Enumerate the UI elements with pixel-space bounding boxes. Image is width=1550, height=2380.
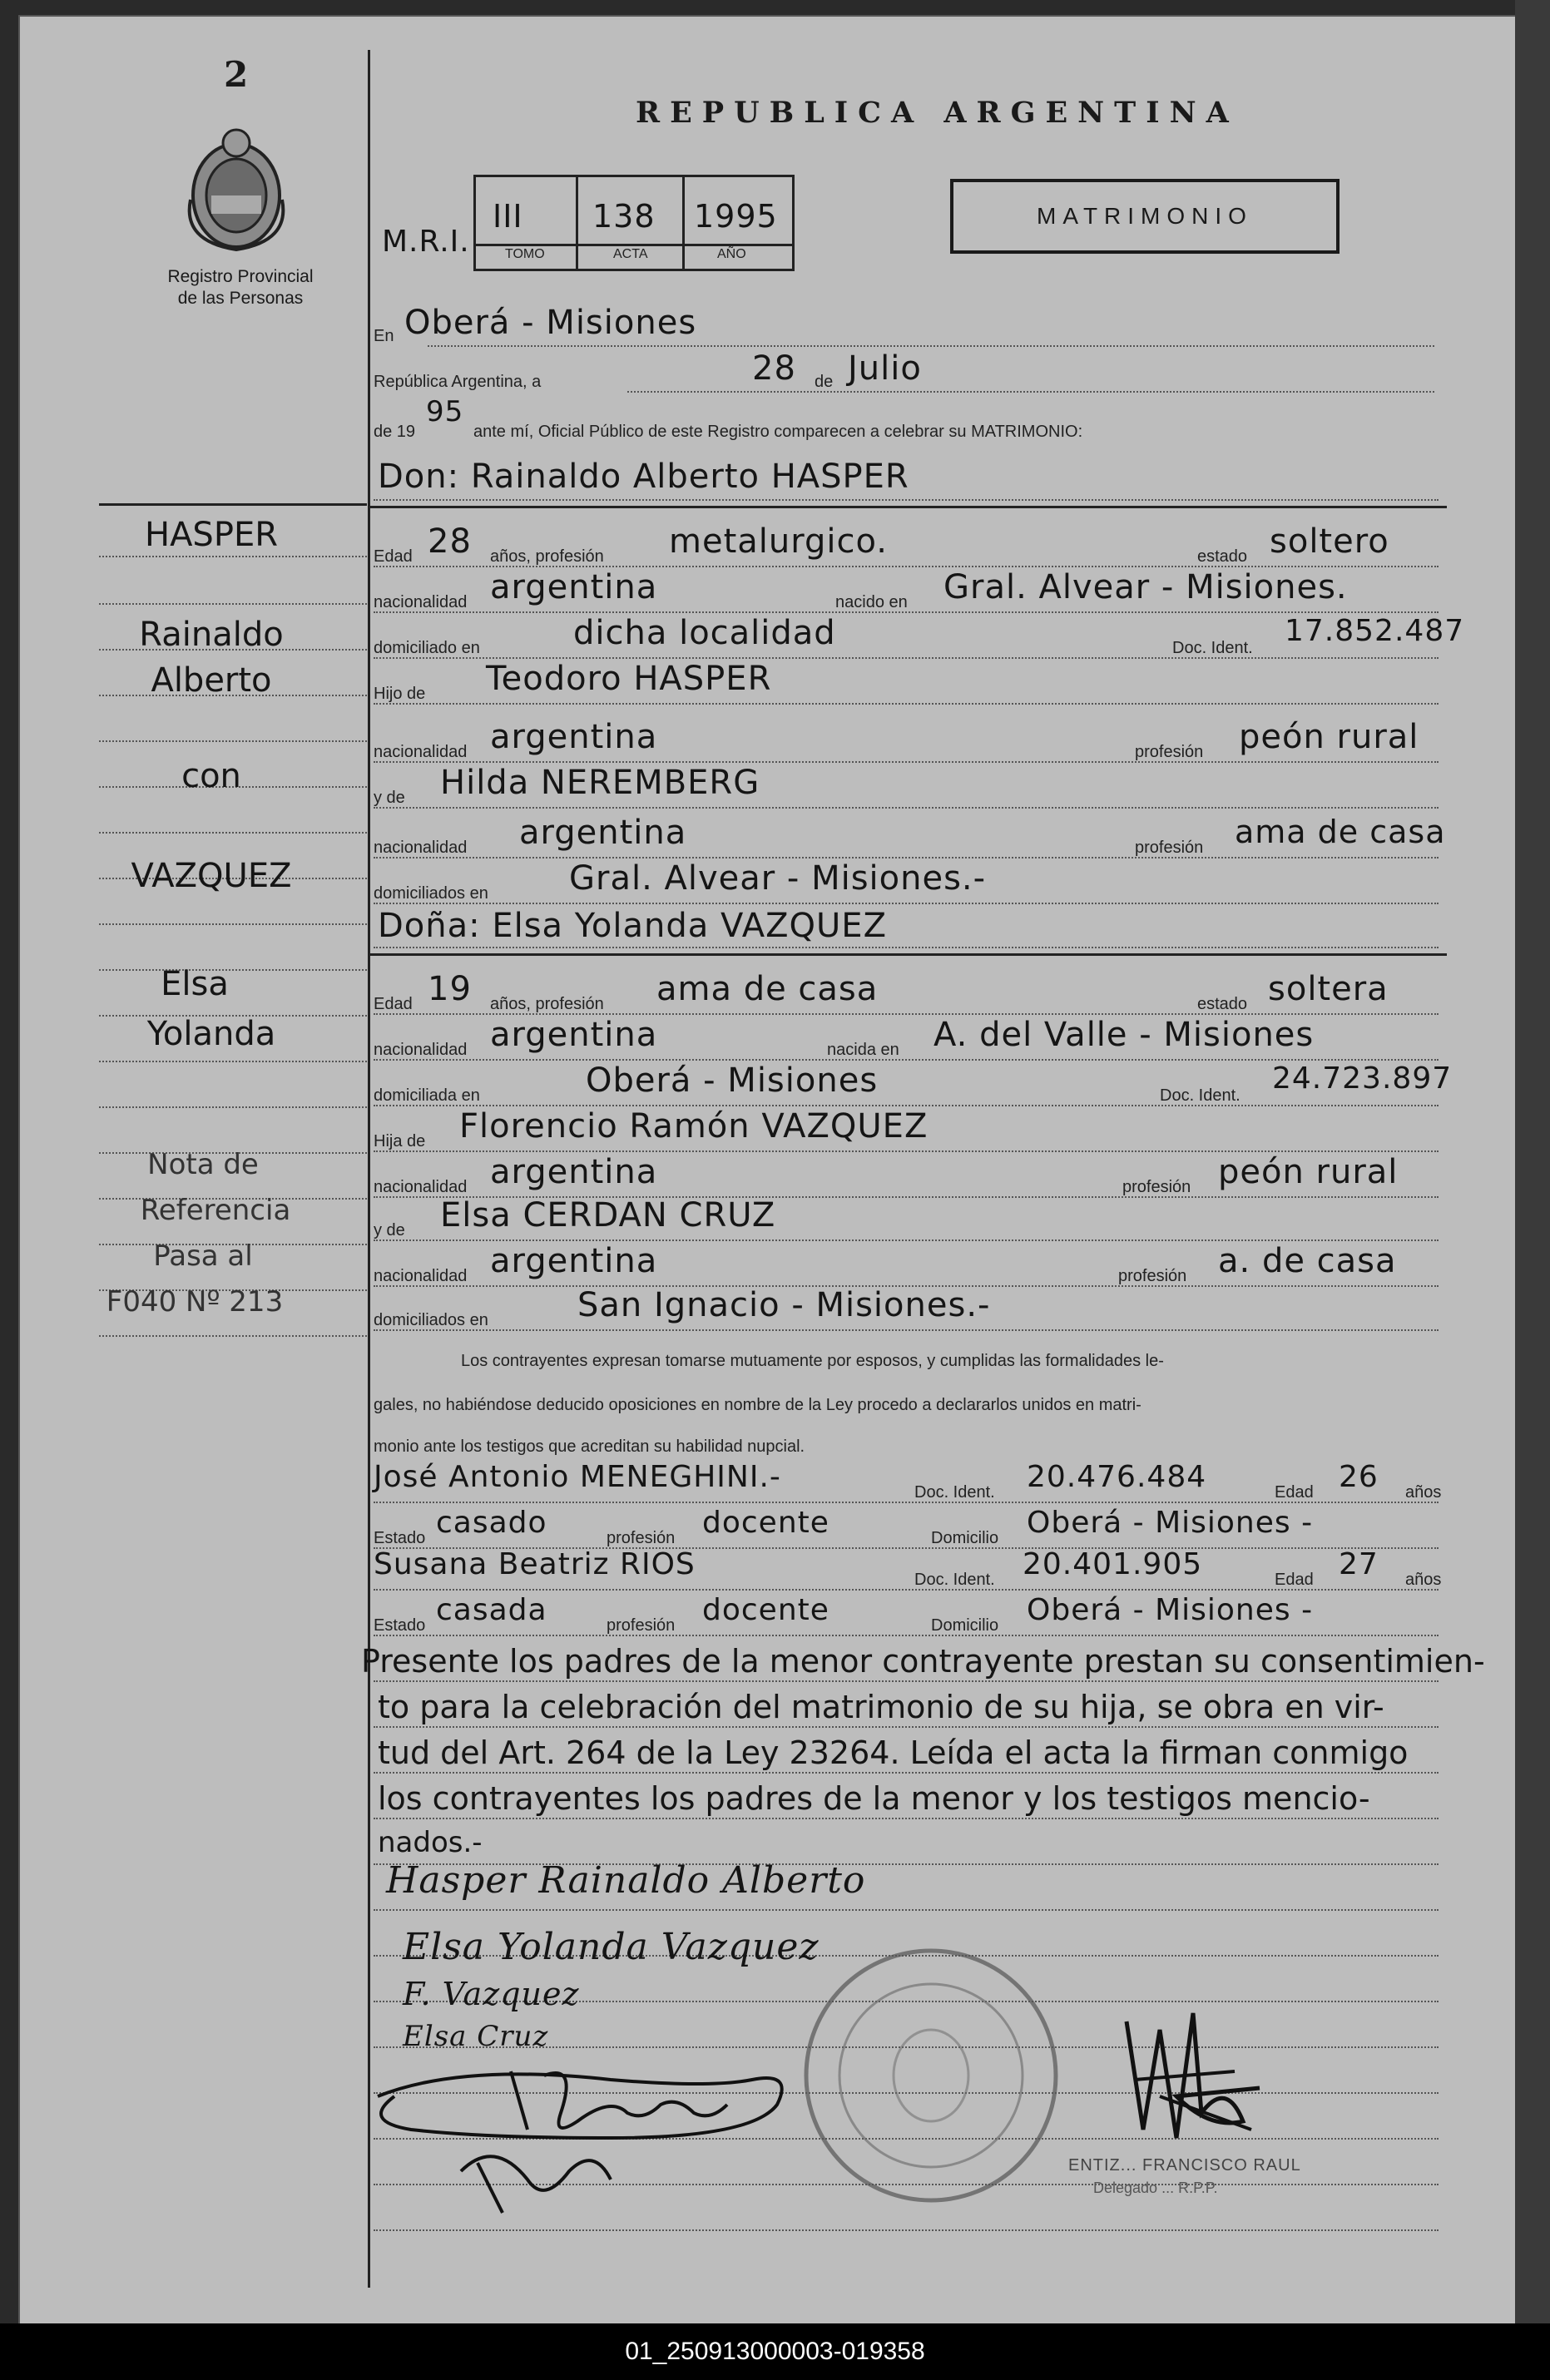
ano-value: 1995	[694, 198, 778, 235]
bride-father: Florencio Ramón VAZQUEZ	[459, 1107, 929, 1145]
de19-label: de 19	[374, 423, 416, 441]
groom-edad-label: Edad	[374, 547, 413, 566]
groom-parents-dom: Gral. Alvear - Misiones.-	[569, 859, 987, 898]
groom-father-nat-label: nacionalidad	[374, 743, 468, 761]
republica-label: República Argentina, a	[374, 373, 542, 391]
witness-1-age: 26	[1339, 1460, 1379, 1494]
bride-estado-label: estado	[1197, 995, 1248, 1013]
groom-nacido-label: nacido en	[835, 593, 908, 611]
signature-father: F. Vazquez	[403, 1976, 580, 2012]
country-title: REPUBLICA ARGENTINA	[636, 96, 1239, 130]
groom-mother-nat: argentina	[519, 814, 687, 852]
acta-label: ACTA	[613, 247, 648, 261]
witness-1-doc: 20.476.484	[1027, 1460, 1207, 1494]
bride-father-nat: argentina	[490, 1153, 658, 1191]
groom-parents-dom-label: domiciliados en	[374, 884, 488, 903]
groom-estado-label: estado	[1197, 547, 1248, 566]
note-line5: nados.-	[378, 1826, 483, 1859]
tomo-label: TOMO	[505, 247, 545, 261]
groom-nationality: argentina	[490, 568, 658, 606]
official-seal-stamp	[794, 1938, 1068, 2213]
witness-2-edad-label: Edad	[1275, 1571, 1314, 1589]
witness-2-anos-label: años	[1405, 1571, 1442, 1589]
witness-1-prof: docente	[702, 1506, 829, 1540]
bride-domicile: Oberá - Misiones	[586, 1061, 879, 1100]
ano-label: AÑO	[717, 247, 746, 261]
margin-note-line2: Referencia	[140, 1194, 291, 1227]
groom-dom-label: domiciliado en	[374, 639, 480, 657]
registry-label	[145, 266, 336, 309]
year-suffix: 95	[426, 395, 464, 428]
groom-age: 28	[428, 522, 472, 561]
margin-note-line4: F040 Nº 213	[106, 1285, 284, 1319]
bride-dom-label: domiciliada en	[374, 1086, 480, 1105]
bride-mother: Elsa CERDAN CRUZ	[440, 1196, 776, 1235]
bride-header: Doña: Elsa Yolanda VAZQUEZ	[378, 907, 887, 945]
witness-2-name: Susana Beatriz RIOS	[374, 1547, 696, 1581]
witness-1-prof-label: profesión	[607, 1529, 676, 1547]
groom-father-prof: peón rural	[1239, 718, 1419, 756]
bride-father-prof: peón rural	[1218, 1153, 1399, 1191]
bride-mother-prof: a. de casa	[1218, 1242, 1397, 1280]
bride-mother-nat: argentina	[490, 1242, 658, 1280]
groom-mother-nat-label: nacionalidad	[374, 839, 468, 857]
witness-2-estado-label: Estado	[374, 1616, 426, 1635]
margin-groom-name1: Rainaldo	[139, 616, 284, 654]
witness-1-name: José Antonio MENEGHINI.-	[374, 1460, 781, 1494]
registry-line1: Registro Provincial	[167, 267, 314, 286]
witness-2-estado: casada	[436, 1593, 547, 1627]
witness-1-estado-label: Estado	[374, 1529, 426, 1547]
groom-yde-label: y de	[374, 789, 405, 807]
bride-father-prof-label: profesión	[1122, 1178, 1191, 1196]
margin-bride-name2: Yolanda	[146, 1015, 276, 1053]
witness-1-estado: casado	[436, 1506, 547, 1540]
witness-2-doc: 20.401.905	[1023, 1547, 1203, 1581]
margin-note-line3: Pasa al	[153, 1239, 253, 1273]
formal-line3: monio ante los testigos que acreditan su habilidad nupcial.	[374, 1437, 805, 1456]
signature-mother: Elsa Cruz	[403, 2020, 549, 2053]
witness-2-dom: Oberá - Misiones -	[1027, 1593, 1314, 1627]
note-line2: to para la celebración del matrimonio de su hija, se obra en vir-	[378, 1689, 1384, 1725]
signature-scribbles	[361, 2046, 827, 2229]
groom-birthplace: Gral. Alvear - Misiones.	[943, 568, 1348, 606]
groom-nac-label: nacionalidad	[374, 593, 468, 611]
bride-anos-label: años, profesión	[490, 995, 604, 1013]
bride-hija-label: Hija de	[374, 1132, 426, 1150]
intro-text: ante mí, Oficial Público de este Registro comparecen a celebrar su MATRIMONIO:	[473, 423, 1083, 441]
officer-signature	[1110, 1997, 1276, 2155]
en-label: En	[374, 327, 394, 345]
bride-yde-label: y de	[374, 1221, 405, 1239]
acta-value: 138	[592, 198, 656, 235]
groom-domicile: dicha localidad	[573, 614, 836, 652]
note-line4: los contrayentes los padres de la menor y los testigos mencio-	[378, 1780, 1370, 1817]
groom-father-nat: argentina	[490, 718, 658, 756]
groom-anos-label: años, profesión	[490, 547, 604, 566]
day-value: 28	[752, 349, 796, 388]
doc-type-label: MATRIMONIO	[1037, 203, 1253, 229]
bride-nacida-label: nacida en	[827, 1041, 899, 1059]
record-box	[473, 175, 795, 271]
book-edge	[1515, 0, 1550, 2380]
witness-2-age: 27	[1339, 1547, 1379, 1581]
witness-2-prof-label: profesión	[607, 1616, 676, 1635]
witness-1-doc-label: Doc. Ident.	[914, 1483, 995, 1502]
bride-edad-label: Edad	[374, 995, 413, 1013]
formal-line2: gales, no habiéndose deducido oposiciones en nombre de la Ley procedo a declararlos unidos en matri-	[374, 1396, 1141, 1414]
witness-1-edad-label: Edad	[1275, 1483, 1314, 1502]
month-value: Julio	[848, 349, 922, 388]
groom-father: Teodoro HASPER	[486, 660, 772, 698]
bride-profession: ama de casa	[656, 970, 879, 1008]
margin-groom-name2: Alberto	[151, 661, 272, 700]
de-label: de	[815, 373, 834, 391]
bride-nac-label: nacionalidad	[374, 1041, 468, 1059]
groom-father-prof-label: profesión	[1135, 743, 1204, 761]
document-page	[18, 15, 1528, 2327]
margin-con: con	[181, 757, 241, 795]
officer-name: ENTIZ... FRANCISCO RAUL	[1068, 2156, 1301, 2175]
groom-doc: 17.852.487	[1285, 614, 1465, 648]
bride-father-nat-label: nacionalidad	[374, 1178, 468, 1196]
bride-doc-label: Doc. Ident.	[1160, 1086, 1240, 1105]
bride-nationality: argentina	[490, 1016, 658, 1054]
margin-bride-surname: VAZQUEZ	[131, 857, 292, 895]
groom-estado: soltero	[1270, 522, 1389, 561]
bride-estado: soltera	[1268, 970, 1389, 1008]
groom-mother: Hilda NEREMBERG	[440, 764, 760, 802]
margin-note-line1: Nota de	[147, 1148, 259, 1181]
bride-mother-prof-label: profesión	[1118, 1267, 1187, 1285]
tomo-value: III	[493, 198, 523, 235]
margin-divider	[368, 50, 370, 2288]
bride-birthplace: A. del Valle - Misiones	[933, 1016, 1315, 1054]
place-value: Oberá - Misiones	[404, 304, 697, 342]
bride-parents-dom: San Ignacio - Misiones.-	[577, 1286, 991, 1324]
image-id-footer: 01_250913000003-019358	[0, 2323, 1550, 2380]
groom-hijo-label: Hijo de	[374, 685, 426, 703]
mrt-label: M.R.I.	[382, 225, 470, 259]
bride-parents-dom-label: domiciliados en	[374, 1311, 488, 1329]
coat-of-arms-icon	[182, 125, 290, 258]
note-line1: Presente los padres de la menor contrayente prestan su consentimien-	[361, 1643, 1485, 1680]
groom-mother-prof: ama de casa	[1235, 814, 1446, 850]
signature-bride: Elsa Yolanda Vazquez	[403, 1926, 820, 1968]
margin-groom-surname: HASPER	[144, 516, 279, 554]
witness-2-prof: docente	[702, 1593, 829, 1627]
registry-line2: de las Personas	[177, 289, 304, 308]
witness-1-dom-label: Domicilio	[931, 1529, 999, 1547]
page-number: 2	[224, 54, 249, 95]
witness-1-anos-label: años	[1405, 1483, 1442, 1502]
note-line3: tud del Art. 264 de la Ley 23264. Leída el acta la firman conmigo	[378, 1734, 1409, 1771]
bride-age: 19	[428, 970, 472, 1008]
officer-title: Delegado ... R.P.P.	[1093, 2180, 1218, 2196]
formal-line1: Los contrayentes expresan tomarse mutuamente por esposos, y cumplidas las formalidades le-	[461, 1352, 1164, 1370]
doc-type-box	[950, 179, 1340, 254]
witness-1-dom: Oberá - Misiones -	[1027, 1506, 1314, 1540]
signature-groom: Hasper Rainaldo Alberto	[386, 1859, 866, 1902]
bride-mother-nat-label: nacionalidad	[374, 1267, 468, 1285]
margin-bride-name1: Elsa	[161, 965, 229, 1003]
witness-2-doc-label: Doc. Ident.	[914, 1571, 995, 1589]
groom-profession: metalurgico.	[669, 522, 888, 561]
groom-header: Don: Rainaldo Alberto HASPER	[378, 458, 909, 496]
groom-doc-label: Doc. Ident.	[1172, 639, 1253, 657]
bride-doc: 24.723.897	[1272, 1061, 1453, 1096]
groom-mother-prof-label: profesión	[1135, 839, 1204, 857]
witness-2-dom-label: Domicilio	[931, 1616, 999, 1635]
